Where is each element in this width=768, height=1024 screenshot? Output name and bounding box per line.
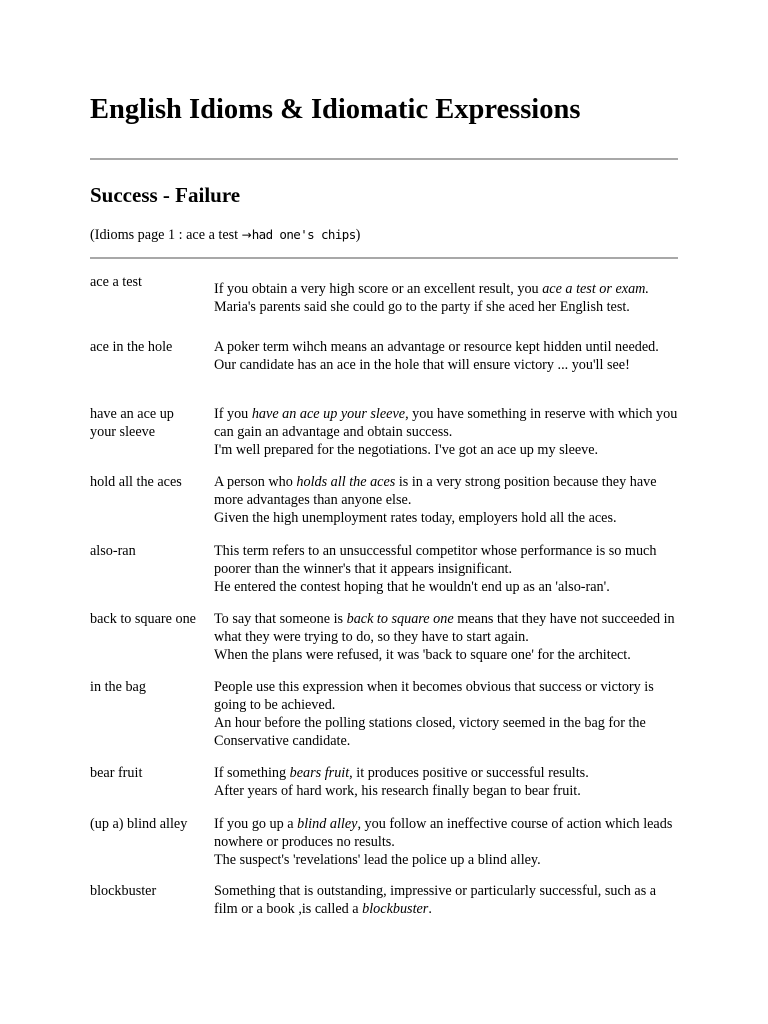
idiom-example: When the plans were refused, it was 'back to square one' for the architect. <box>214 647 631 663</box>
idiom-definition: A poker term wihch means an advantage or resource kept hidden until needed. Our candidate has an ace in the hole that will ensure victory ... you'll see! <box>214 339 659 373</box>
idiom-term: hold all the aces <box>90 474 182 490</box>
idiom-definition: If you have an ace up your sleeve, you have something in reserve with which you can gain an advantage and obtain success. I'm well prepared for the negotiations. I've got an ace up my sleeve. <box>214 406 678 458</box>
idiom-definition: People use this expression when it becomes obvious that success or victory is going to be achieved. An hour before the polling stations closed, victory seemed in the bag for the Conservative candidate. <box>214 679 654 749</box>
nav-prefix: (Idioms page 1 : ace a test <box>90 227 242 243</box>
divider <box>90 158 678 160</box>
idiom-definition: If you go up a blind alley, you follow an ineffective course of action which leads nowhere or produces no results. The suspect's 'revelations' lead the police up a blind alley. <box>214 816 673 868</box>
idiom-definition: To say that someone is back to square one means that they have not succeeded in what they were trying to do, so they have to start again. When the plans were refused, it was 'back to square one' for the architect. <box>214 611 675 663</box>
idiom-definition: If something bears fruit, it produces positive or successful results. After years of hard work, his research finally began to bear fruit. <box>214 765 589 799</box>
idiom-term: blockbuster <box>90 883 157 899</box>
divider <box>90 257 678 259</box>
idiom-term: back to square one <box>90 611 196 627</box>
idiom-example: Given the high unemployment rates today, employers hold all the aces. <box>214 510 617 526</box>
idiom-term: (up a) blind alley <box>90 816 188 832</box>
idiom-term: ace in the hole <box>90 339 173 355</box>
idiom-definition: A person who holds all the aces is in a very strong position because they have more advantages than anyone else. Given the high unemployment rates today, employers hold all the aces. <box>214 474 657 526</box>
page-navigation <box>90 227 360 244</box>
next-page-link[interactable]: had one's chips <box>251 227 356 242</box>
idiom-example: He entered the contest hoping that he wouldn't end up as an 'also-ran'. <box>214 579 610 595</box>
page-title: English Idioms & Idiomatic Expressions <box>90 94 581 125</box>
idiom-example: Maria's parents said she could go to the party if she aced her English test. <box>214 299 630 315</box>
idiom-term: ace a test <box>90 274 142 290</box>
idiom-example: After years of hard work, his research finally began to bear fruit. <box>214 783 581 799</box>
idiom-term: also-ran <box>90 543 136 559</box>
nav-suffix: ) <box>355 227 361 243</box>
arrow-right-icon: → <box>241 228 252 242</box>
idiom-example: I'm well prepared for the negotiations. I've got an ace up my sleeve. <box>214 442 599 458</box>
idiom-definition: If you obtain a very high score or an excellent result, you ace a test or exam. Maria's parents said she could go to the party if she aced her English test. <box>214 281 649 315</box>
idiom-term: bear fruit <box>90 765 143 781</box>
section-heading: Success - Failure <box>90 183 241 207</box>
idiom-term: in the bag <box>90 679 146 695</box>
idiom-example: An hour before the polling stations closed, victory seemed in the bag for the Conservative candidate. <box>214 715 646 749</box>
idiom-example: Our candidate has an ace in the hole that will ensure victory ... you'll see! <box>214 357 630 373</box>
idiom-example: The suspect's 'revelations' lead the police up a blind alley. <box>214 852 541 868</box>
idiom-definition: This term refers to an unsuccessful competitor whose performance is so much poorer than the winner's that it appears insignificant. He entered the contest hoping that he wouldn't end up as an 'also-ran'. <box>214 543 657 595</box>
idiom-term: have an ace up your sleeve <box>90 406 174 440</box>
idiom-definition: Something that is outstanding, impressive or particularly successful, such as a film or a book ,is called a blockbuster. <box>214 883 657 917</box>
